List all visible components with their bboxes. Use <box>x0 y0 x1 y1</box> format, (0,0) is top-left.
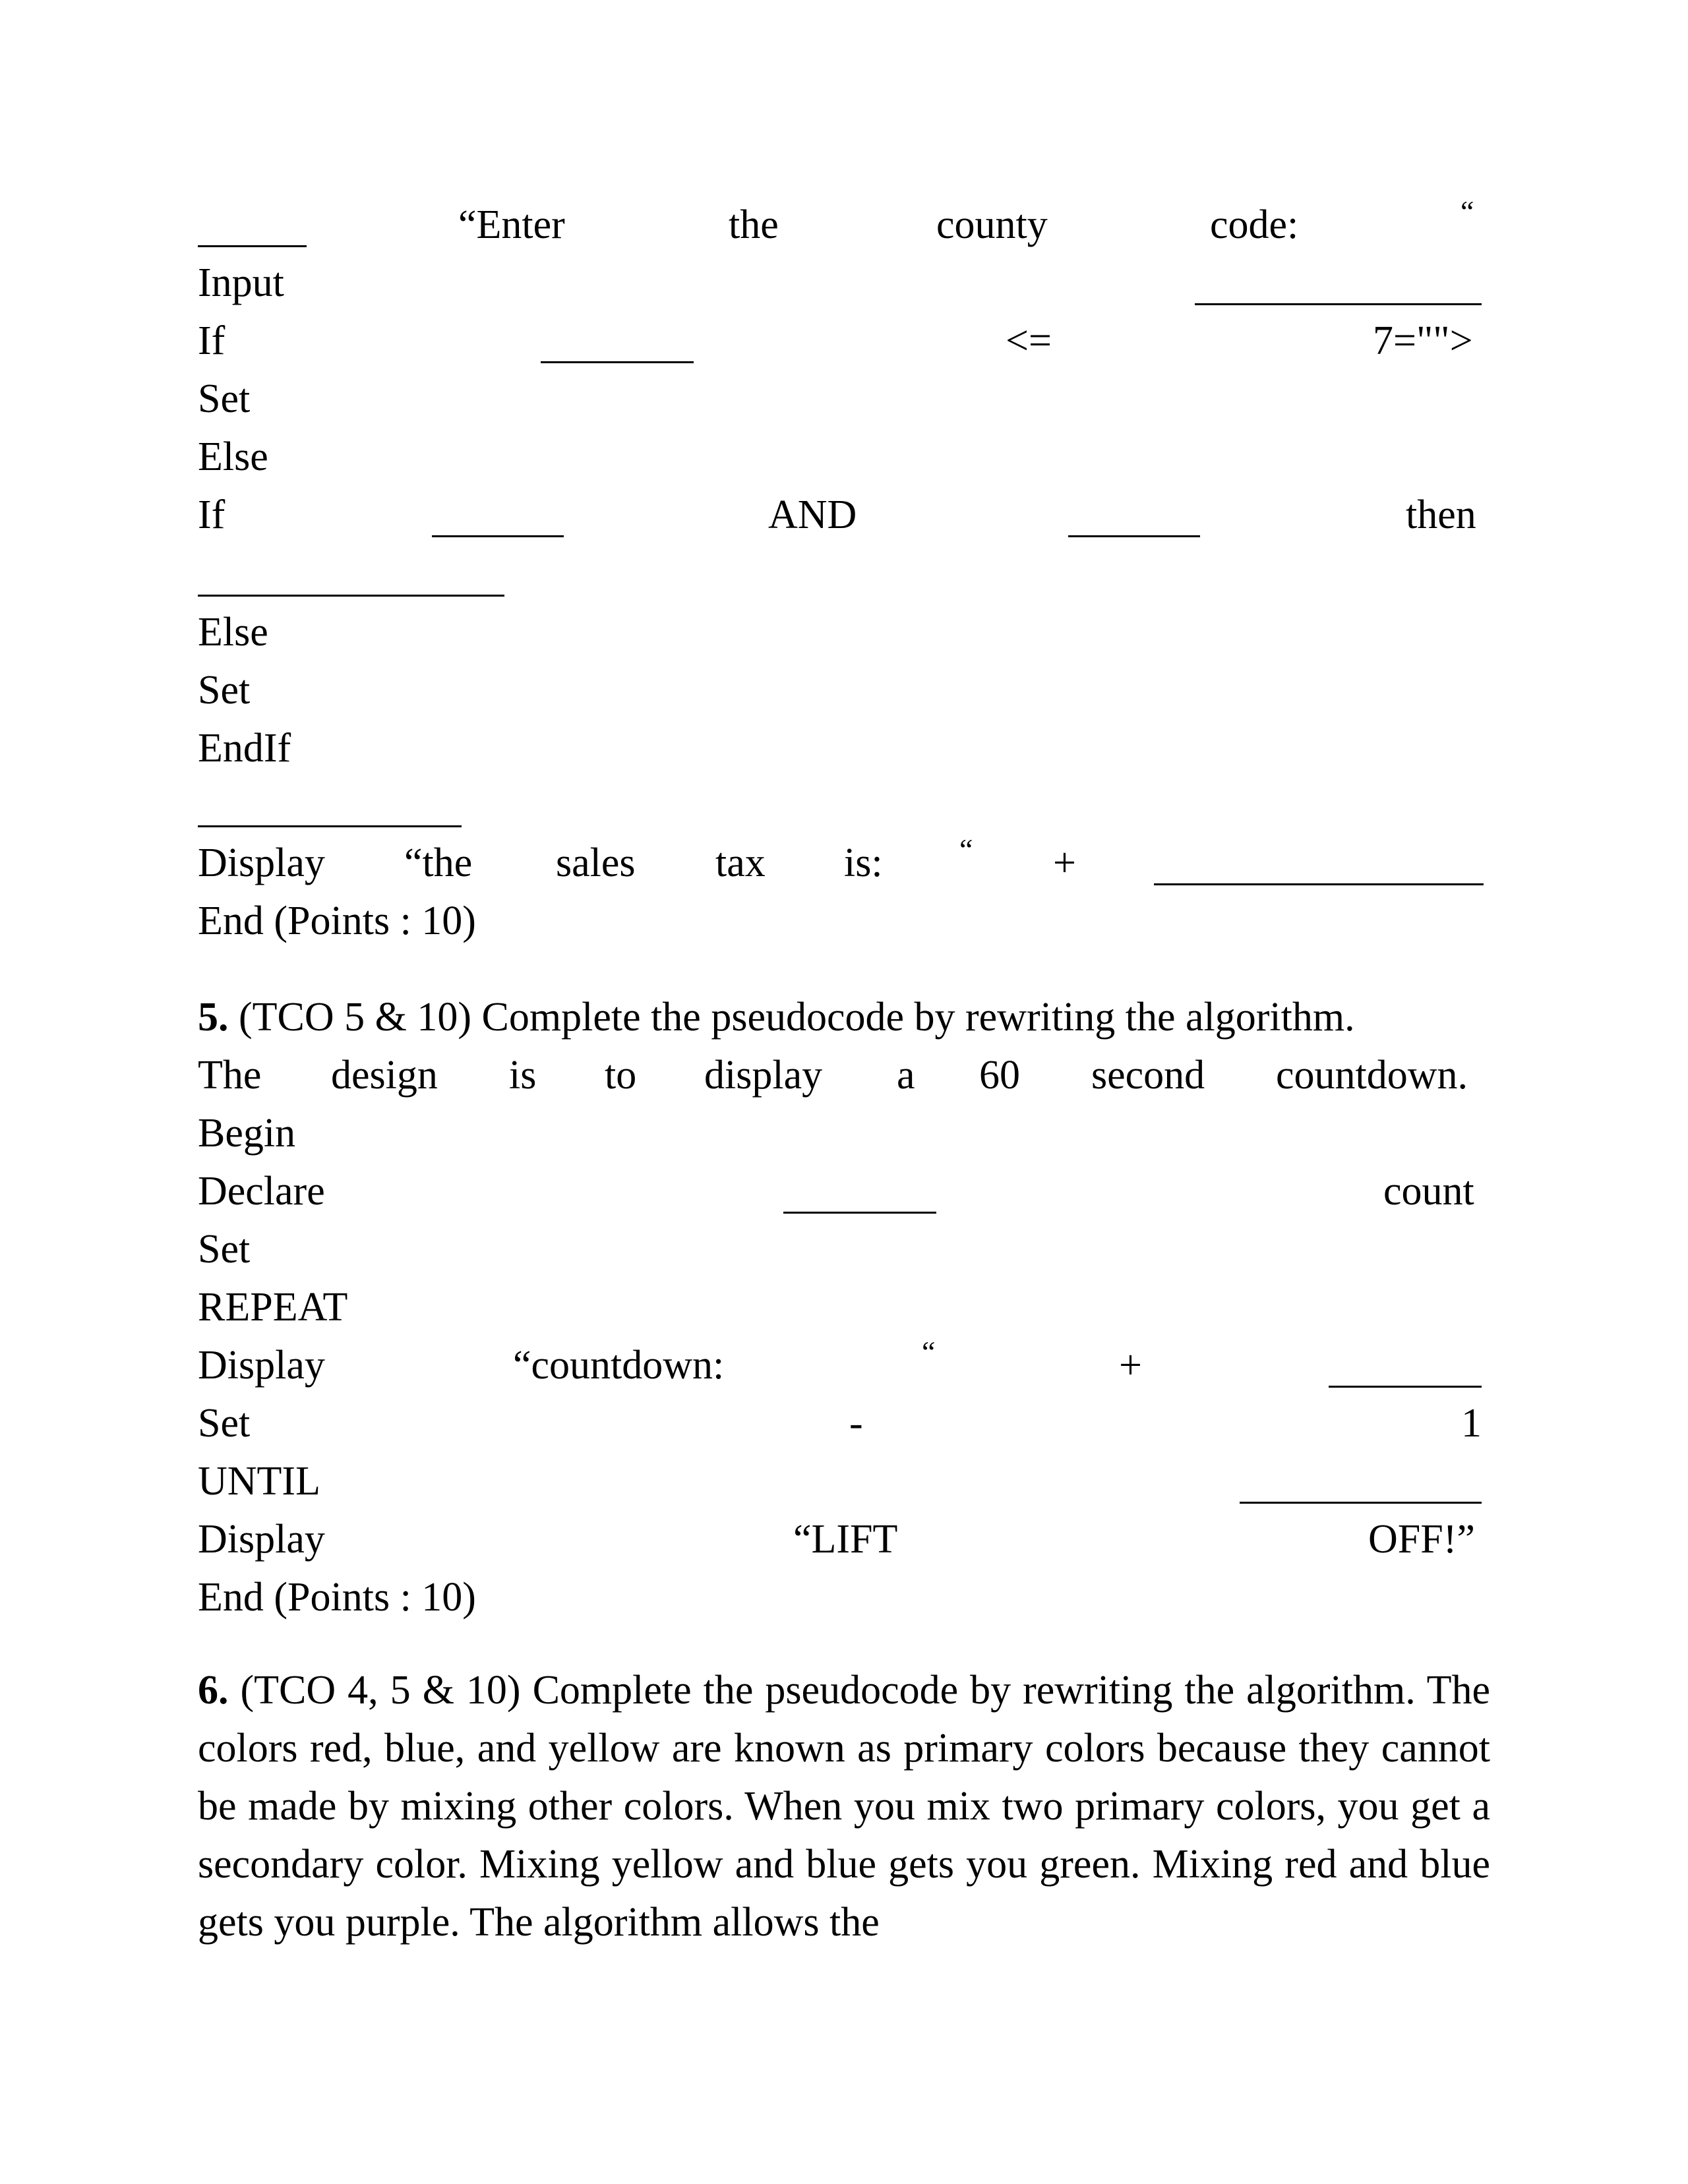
design-word-3: is <box>509 1053 537 1098</box>
keyword-endif: EndIf <box>198 726 291 771</box>
off-string: OFF!” <box>1368 1517 1475 1562</box>
design-word-1: The <box>198 1053 262 1098</box>
keyword-input: Input <box>198 260 284 305</box>
keyword-repeat: REPEAT <box>198 1285 348 1330</box>
design-word-5: display <box>704 1053 823 1098</box>
question-5-text: (TCO 5 & 10) Complete the pseudocode by rewriting the algorithm. <box>228 995 1355 1040</box>
prompt-quote: “ <box>1461 194 1474 228</box>
end-line-q5: End (Points : 10) <box>198 1575 476 1620</box>
blank-if-var <box>541 361 694 363</box>
lift-string: “LIFT <box>793 1517 898 1562</box>
blank-if2-b <box>1068 535 1200 537</box>
blank-input-var <box>1195 303 1482 305</box>
declare-var-count: count <box>1383 1169 1474 1214</box>
keyword-display-lift: Display <box>198 1517 325 1562</box>
question-6-paragraph <box>198 1661 1490 1951</box>
display-word-tax: tax <box>715 841 766 885</box>
design-word-4: to <box>605 1053 637 1098</box>
keyword-set-q5-1: Set <box>198 1227 251 1272</box>
blank-then-stmt <box>198 595 504 597</box>
design-word-6: a <box>897 1053 915 1098</box>
display-plus: + <box>1053 841 1076 885</box>
question-5-number: 5. <box>198 995 229 1040</box>
prompt-word-the: the <box>729 202 779 247</box>
prompt-word-enter: “Enter <box>458 202 565 247</box>
design-word-8: second <box>1091 1053 1205 1098</box>
keyword-then: then <box>1406 492 1476 537</box>
blank-countdown-var <box>1329 1386 1482 1388</box>
operator-lte: <= <box>1006 318 1052 363</box>
blank-if2-a <box>432 535 564 537</box>
decrement-one: 1 <box>1461 1401 1482 1446</box>
keyword-if-1: If <box>198 318 226 363</box>
keyword-set-1: Set <box>198 376 251 421</box>
keyword-display-q4: Display <box>198 841 325 885</box>
keyword-else-1: Else <box>198 434 268 479</box>
blank-until-cond <box>1240 1502 1482 1504</box>
display-word-sales: sales <box>556 841 636 885</box>
design-word-2: design <box>331 1053 438 1098</box>
blank-prompt-var <box>198 245 307 247</box>
keyword-if-2: If <box>198 492 226 537</box>
keyword-until: UNTIL <box>198 1459 320 1504</box>
minus-sign: - <box>849 1401 863 1446</box>
countdown-string: “countdown: <box>513 1343 725 1388</box>
keyword-declare: Declare <box>198 1169 325 1214</box>
blank-after-endif <box>198 825 462 827</box>
blank-declare-type <box>783 1212 936 1214</box>
keyword-set-q5-2: Set <box>198 1401 251 1446</box>
keyword-set-2: Set <box>198 668 251 713</box>
design-word-9: countdown. <box>1276 1053 1468 1098</box>
question-6-text: (TCO 4, 5 & 10) Complete the pseudocode by rewriting the algorithm. The colors red, blue, and yellow are known as primary colors because they cannot be made by mixing other colors. When you mix two primary colors, you get a secondary color. Mixing yellow and blue gets you green. Mixing red and blue gets you purple. The algorithm allows the <box>198 1668 1490 1945</box>
display-word-is: is: <box>844 841 883 885</box>
display-quote: “ <box>959 833 973 866</box>
blank-display-var <box>1154 883 1484 885</box>
design-word-7: 60 <box>979 1053 1020 1098</box>
keyword-display-q5: Display <box>198 1343 325 1388</box>
countdown-plus: + <box>1119 1343 1142 1388</box>
prompt-word-code: code: <box>1210 202 1299 247</box>
question-6-number: 6. <box>198 1668 229 1713</box>
end-line-q4: End (Points : 10) <box>198 899 476 943</box>
question-5-heading <box>198 997 1484 1038</box>
prompt-word-county: county <box>936 202 1048 247</box>
keyword-begin: Begin <box>198 1111 296 1156</box>
countdown-quote: “ <box>922 1335 936 1369</box>
keyword-else-2: Else <box>198 610 268 655</box>
keyword-and: AND <box>768 492 857 537</box>
display-word-the: “the <box>404 841 473 885</box>
if-value: 7=""> <box>1373 318 1473 363</box>
